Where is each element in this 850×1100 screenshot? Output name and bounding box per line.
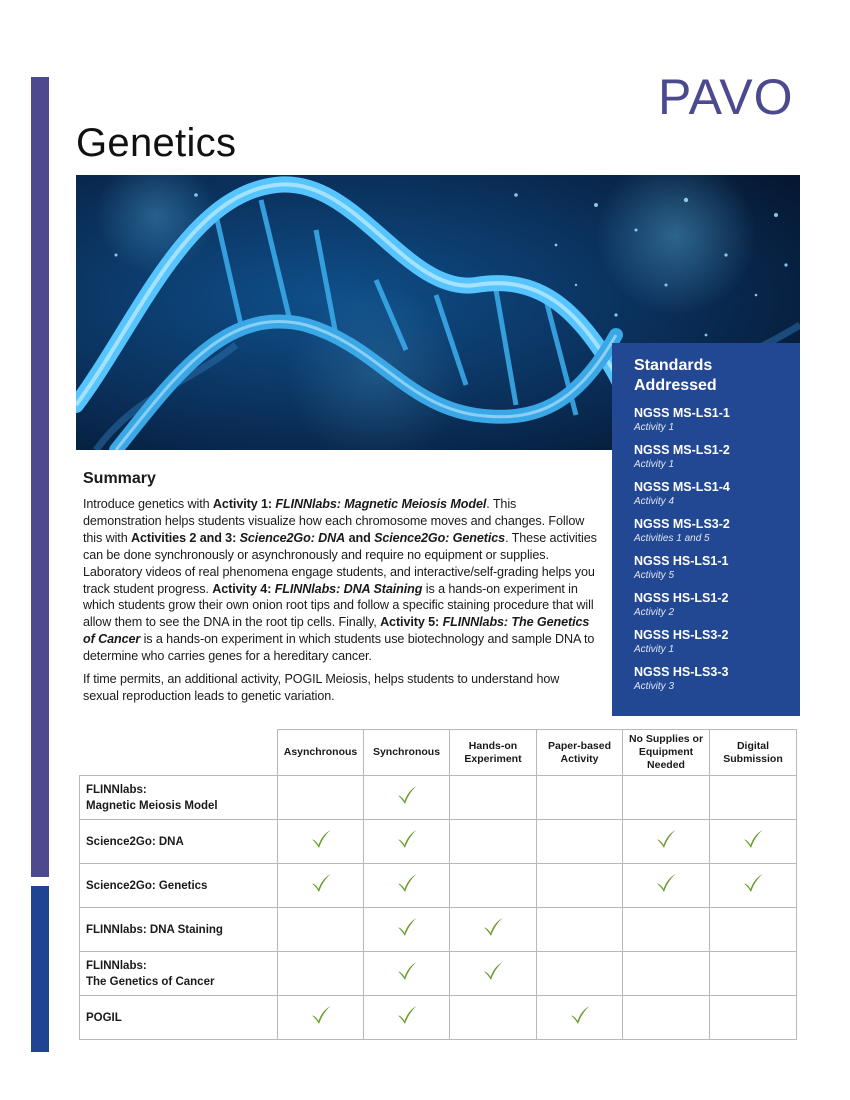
table-row xyxy=(80,776,797,820)
matrix-cell xyxy=(364,864,450,908)
standard-item xyxy=(634,590,786,620)
checkmark-icon xyxy=(396,1004,418,1026)
matrix-cell xyxy=(450,820,537,864)
checkmark-icon xyxy=(482,960,504,982)
column-header: Paper-based Activity xyxy=(537,730,623,776)
summary-heading: Summary xyxy=(83,470,156,487)
matrix-cell xyxy=(278,864,364,908)
standard-item xyxy=(634,627,786,657)
standard-item xyxy=(634,664,786,694)
matrix-cell xyxy=(537,908,623,952)
matrix-cell xyxy=(710,820,797,864)
standard-code: NGSS MS-LS3-2 xyxy=(634,517,730,531)
standard-activity: Activity 1 xyxy=(634,644,675,655)
standard-code: NGSS HS-LS1-2 xyxy=(634,591,729,605)
matrix-cell xyxy=(450,908,537,952)
matrix-cell xyxy=(710,908,797,952)
table-row xyxy=(80,908,797,952)
matrix-cell xyxy=(278,952,364,996)
matrix-cell xyxy=(537,776,623,820)
activity-name-line: The Genetics of Cancer xyxy=(86,975,215,988)
column-header: Synchronous xyxy=(364,730,450,776)
table-row xyxy=(80,864,797,908)
table-row xyxy=(80,952,797,996)
activity-name-cell xyxy=(80,820,278,864)
matrix-cell xyxy=(364,996,450,1040)
matrix-cell xyxy=(537,996,623,1040)
activity-name-line: Science2Go: DNA xyxy=(86,835,184,848)
page-title: Genetics xyxy=(76,121,237,165)
checkmark-icon xyxy=(742,828,764,850)
matrix-cell xyxy=(537,820,623,864)
checkmark-icon xyxy=(310,872,332,894)
standard-item xyxy=(634,442,786,472)
checkmark-icon xyxy=(310,828,332,850)
activity-matrix-table xyxy=(79,729,797,1040)
matrix-cell xyxy=(278,820,364,864)
standard-activity: Activity 1 xyxy=(634,422,675,433)
logo-text: PAVO xyxy=(658,70,794,122)
checkmark-icon xyxy=(396,916,418,938)
activity-name-line: FLINNlabs: xyxy=(86,783,147,796)
matrix-cell xyxy=(278,908,364,952)
standard-activity: Activity 3 xyxy=(634,681,675,692)
checkmark-icon xyxy=(396,872,418,894)
table-header-row xyxy=(80,730,797,776)
summary-section xyxy=(83,470,598,711)
matrix-cell xyxy=(278,996,364,1040)
table-corner xyxy=(80,730,278,776)
accent-bar-bottom xyxy=(31,886,49,1052)
matrix-cell xyxy=(450,952,537,996)
table-row xyxy=(80,996,797,1040)
matrix-cell xyxy=(450,864,537,908)
standard-code: NGSS HS-LS1-1 xyxy=(634,554,729,568)
standard-item xyxy=(634,553,786,583)
checkmark-icon xyxy=(310,1004,332,1026)
checkmark-icon xyxy=(569,1004,591,1026)
standard-code: NGSS HS-LS3-3 xyxy=(634,665,729,679)
matrix-cell xyxy=(450,996,537,1040)
table-row xyxy=(80,820,797,864)
standards-heading: Standards Addressed xyxy=(634,357,717,394)
checkmark-icon xyxy=(655,872,677,894)
activity-name-cell xyxy=(80,908,278,952)
standard-activity: Activity 5 xyxy=(634,570,675,581)
checkmark-icon xyxy=(396,960,418,982)
matrix-cell xyxy=(623,820,710,864)
column-header: Asynchronous xyxy=(278,730,364,776)
matrix-cell xyxy=(537,952,623,996)
column-header: Digital Submission xyxy=(710,730,797,776)
accent-bar-top xyxy=(31,77,49,877)
activity-name-cell xyxy=(80,952,278,996)
matrix-cell xyxy=(623,776,710,820)
matrix-cell xyxy=(710,776,797,820)
matrix-cell xyxy=(450,776,537,820)
checkmark-icon xyxy=(396,784,418,806)
standard-code: NGSS MS-LS1-4 xyxy=(634,480,730,494)
standard-item xyxy=(634,479,786,509)
matrix-cell xyxy=(623,908,710,952)
standard-activity: Activity 1 xyxy=(634,459,675,470)
checkmark-icon xyxy=(396,828,418,850)
standard-code: NGSS MS-LS1-2 xyxy=(634,443,730,457)
standard-activity: Activity 2 xyxy=(634,607,675,618)
activity-name-line: POGIL xyxy=(86,1011,122,1024)
matrix-cell xyxy=(623,864,710,908)
standard-item xyxy=(634,516,786,546)
matrix-cell xyxy=(710,952,797,996)
activity-name-line: FLINNlabs: DNA Staining xyxy=(86,923,223,936)
matrix-cell xyxy=(537,864,623,908)
matrix-cell xyxy=(364,908,450,952)
column-header: Hands-on Experiment xyxy=(450,730,537,776)
checkmark-icon xyxy=(482,916,504,938)
standard-activity: Activities 1 and 5 xyxy=(634,533,710,544)
matrix-cell xyxy=(364,820,450,864)
matrix-cell xyxy=(364,776,450,820)
standard-activity: Activity 4 xyxy=(634,496,675,507)
summary-paragraph: Introduce genetics with Activity 1: FLINNlabs: Magnetic Meiosis Model. This demonstration helps students visualize how each chromosome moves and changes. Follow this with Activities 2 and 3: Science2Go: DNA and Science2Go: Genetics. These activities can be done synchronously or asynchronously and require no equipment or supplies. Laboratory videos of real phenomena engage students, and interactive/self-grading helps you track student progress. Activity 4: FLINNlabs: DNA Staining is a hands-on experiment in which students grow their own onion root tips and follow a specific staining procedure that will allow them to see the DNA in the root tip cells. Finally, Activity 5: FLINNlabs: The Genetics of Cancer is a hands-on experiment in which students use biotechnology and sample DNA to determine who carries genes for a hereditary cancer. xyxy=(83,497,597,664)
matrix-cell xyxy=(364,952,450,996)
standard-item xyxy=(634,405,786,435)
activity-name-cell xyxy=(80,776,278,820)
activity-name-line: Science2Go: Genetics xyxy=(86,879,208,892)
pavo-logo xyxy=(658,70,800,122)
matrix-cell xyxy=(623,996,710,1040)
matrix-cell xyxy=(710,864,797,908)
activity-name-line: Magnetic Meiosis Model xyxy=(86,799,218,812)
matrix-cell xyxy=(623,952,710,996)
summary-paragraph-2: If time permits, an additional activity, POGIL Meiosis, helps students to understand how sexual reproduction leads to genetic variation. xyxy=(83,672,560,703)
activity-name-cell xyxy=(80,864,278,908)
standard-code: NGSS HS-LS3-2 xyxy=(634,628,729,642)
activity-name-line: FLINNlabs: xyxy=(86,959,147,972)
checkmark-icon xyxy=(742,872,764,894)
standard-code: NGSS MS-LS1-1 xyxy=(634,406,730,420)
standards-panel xyxy=(612,343,800,716)
column-header: No Supplies or Equipment Needed xyxy=(623,730,710,776)
matrix-cell xyxy=(278,776,364,820)
matrix-cell xyxy=(710,996,797,1040)
activity-name-cell xyxy=(80,996,278,1040)
checkmark-icon xyxy=(655,828,677,850)
